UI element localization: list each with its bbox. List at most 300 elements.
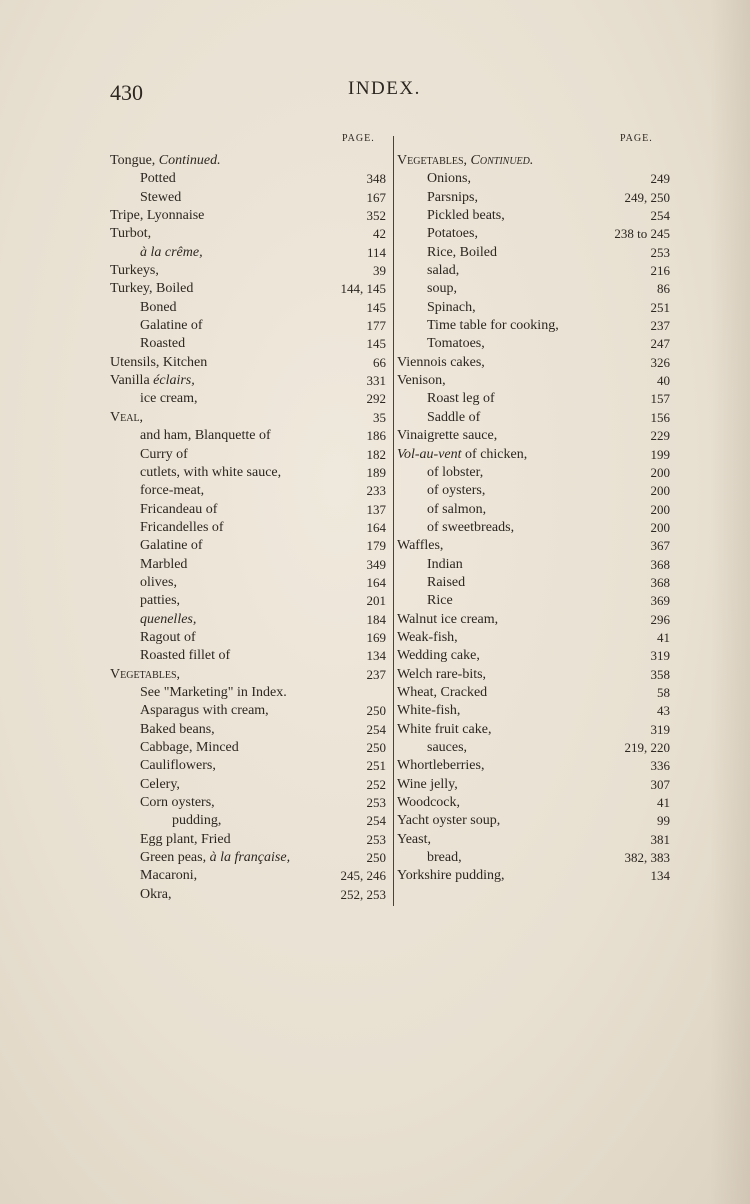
index-entry — [110, 684, 386, 702]
page-reference: 326 — [650, 354, 670, 370]
index-entry — [110, 299, 386, 317]
index-entry — [397, 207, 670, 225]
page-reference: 238 to 245 — [614, 226, 670, 242]
index-term — [397, 867, 504, 885]
page-reference: 233 — [366, 483, 386, 499]
page-reference: 40 — [657, 373, 670, 389]
page-reference: 184 — [366, 611, 386, 627]
index-term — [140, 867, 197, 885]
index-term — [427, 335, 485, 353]
index-entry — [110, 574, 386, 592]
term-text: Galatine of — [140, 538, 203, 554]
index-entry — [110, 721, 386, 739]
right-index-column — [397, 152, 670, 886]
page-reference: 250 — [366, 850, 386, 866]
page-reference: 250 — [366, 740, 386, 755]
term-text: Utensils, Kitchen — [110, 354, 208, 370]
page-reference: 41 — [657, 629, 670, 645]
term-text: Turkey, Boiled — [110, 281, 194, 297]
index-term — [140, 427, 271, 445]
page-reference: 99 — [657, 813, 670, 829]
index-term — [140, 776, 180, 794]
page-reference: 137 — [366, 501, 386, 517]
term-text: Wine jelly, — [397, 776, 458, 792]
index-term — [427, 849, 462, 867]
term-text: of lobster, — [427, 464, 484, 480]
index-term — [110, 280, 193, 298]
page-reference: 144, 145 — [340, 281, 386, 297]
page-reference: 58 — [657, 684, 670, 700]
term-text: Okra, — [140, 886, 172, 902]
index-term — [140, 886, 172, 904]
index-term — [427, 409, 480, 427]
term-text: Ragout of — [140, 629, 196, 645]
index-term — [140, 592, 180, 610]
index-term — [427, 262, 459, 280]
term-text: Whortleberries, — [397, 758, 485, 774]
index-entry — [110, 427, 386, 445]
index-entry — [397, 189, 670, 207]
term-text: Macaroni, — [140, 868, 198, 884]
page-reference: 169 — [366, 629, 386, 645]
term-text: Boned — [140, 299, 177, 315]
index-entry — [110, 244, 386, 262]
term-text: force-meat, — [140, 483, 205, 499]
index-term — [140, 244, 203, 262]
index-term — [397, 611, 498, 629]
term-text: Raised — [427, 574, 466, 590]
term-text: Potted — [140, 171, 176, 187]
index-entry — [397, 574, 670, 592]
index-term — [140, 335, 185, 353]
page-reference: 41 — [657, 795, 670, 811]
index-term — [427, 189, 478, 207]
term-text: Saddle of — [427, 409, 481, 425]
term-text: olives, — [140, 574, 177, 590]
term-text: Asparagus with cream, — [140, 703, 269, 719]
term-italic-text: à la crême, — [140, 244, 203, 260]
index-term — [172, 812, 221, 830]
index-entry — [397, 152, 670, 170]
page-reference: 39 — [373, 263, 386, 279]
term-text: Galatine of — [140, 318, 203, 334]
index-entry — [397, 372, 670, 390]
term-text: Celery, — [140, 776, 180, 792]
term-text: Cabbage, Minced — [140, 740, 239, 755]
index-entry — [397, 170, 670, 188]
index-term — [397, 446, 527, 464]
index-term — [397, 812, 500, 830]
term-text: Tripe, Lyonnaise — [110, 208, 205, 224]
page-reference: 367 — [650, 538, 670, 554]
index-entry — [110, 794, 386, 812]
page-reference: 252, 253 — [340, 886, 386, 902]
index-entry — [110, 702, 386, 720]
term-italic-text: Continued. — [158, 153, 221, 168]
term-text: Yeast, — [397, 831, 431, 847]
page-reference: 156 — [650, 409, 670, 425]
page-reference: 319 — [650, 721, 670, 737]
term-text: of salmon, — [427, 501, 487, 517]
term-text: of oysters, — [427, 483, 486, 499]
term-text: Spinach, — [427, 299, 476, 315]
term-text: patties, — [140, 593, 181, 609]
index-entry — [397, 390, 670, 408]
index-entry — [397, 446, 670, 464]
index-entry — [397, 794, 670, 812]
page-reference: 167 — [366, 189, 386, 205]
page-reference: 164 — [366, 574, 386, 590]
page-reference: 199 — [650, 446, 670, 462]
index-entry — [397, 647, 670, 665]
term-text: Waffles, — [397, 538, 444, 554]
page-reference: 114 — [366, 244, 386, 260]
term-italic-text: Vol-au-vent — [397, 446, 462, 462]
term-text: Woodcock, — [397, 795, 461, 811]
term-text: Vegetables, — [110, 666, 181, 682]
page-reference: 368 — [650, 574, 670, 590]
index-term — [427, 280, 457, 298]
page-title: INDEX. — [348, 78, 421, 99]
page-reference: 249 — [650, 171, 670, 187]
index-term — [140, 189, 181, 207]
index-entry — [397, 629, 670, 647]
page-reference: 245, 246 — [340, 868, 386, 884]
page-reference: 145 — [366, 336, 386, 352]
term-text-after: of chicken, — [461, 446, 528, 462]
page-reference: 381 — [650, 831, 670, 847]
index-entry — [397, 721, 670, 739]
term-text: Green peas, — [140, 850, 210, 866]
term-text: Turbot, — [110, 226, 152, 242]
index-entry — [110, 556, 386, 574]
term-text: Roast leg of — [427, 391, 495, 407]
page-reference: 336 — [650, 758, 670, 774]
term-text: Fricandelles of — [140, 519, 224, 535]
term-text: Curry of — [140, 446, 188, 462]
index-entry — [110, 464, 386, 482]
term-text: cutlets, with white sauce, — [140, 464, 282, 480]
index-term — [397, 757, 484, 775]
index-term — [397, 684, 487, 702]
page-reference: 253 — [650, 244, 670, 260]
index-term — [110, 372, 195, 390]
index-term — [140, 501, 217, 519]
index-entry — [110, 519, 386, 537]
left-index-column — [110, 152, 386, 904]
term-text: Roasted fillet of — [140, 648, 231, 664]
page-reference: 219, 220 — [624, 740, 670, 755]
term-text: Corn oysters, — [140, 795, 215, 811]
index-entry — [397, 427, 670, 445]
page-reference: 157 — [650, 391, 670, 407]
index-term — [140, 702, 269, 720]
index-entry — [397, 666, 670, 684]
term-text: ice cream, — [140, 391, 198, 407]
index-entry — [397, 280, 670, 298]
page-reference: 134 — [366, 648, 386, 664]
term-text: Walnut ice cream, — [397, 611, 499, 627]
index-entry — [397, 831, 670, 849]
term-text: Baked beans, — [140, 721, 215, 737]
index-entry — [397, 757, 670, 775]
index-term — [397, 372, 446, 390]
term-text: Tomatoes, — [427, 336, 485, 352]
page-reference: 216 — [650, 263, 670, 279]
index-entry — [110, 152, 386, 170]
index-term — [427, 501, 486, 519]
index-term — [140, 647, 230, 665]
index-entry — [110, 482, 386, 500]
index-term — [427, 299, 476, 317]
index-term — [427, 390, 495, 408]
term-italic-text: à la française, — [209, 850, 291, 866]
page-reference: 249, 250 — [624, 189, 670, 205]
index-term — [140, 170, 176, 188]
index-entry — [110, 537, 386, 555]
index-entry — [397, 464, 670, 482]
index-entry — [397, 354, 670, 372]
index-entry — [397, 684, 670, 702]
index-entry — [397, 225, 670, 243]
term-text: Yacht oyster soup, — [397, 813, 501, 829]
index-term — [427, 244, 497, 262]
term-text: Turkeys, — [110, 263, 159, 279]
index-entry — [397, 812, 670, 830]
index-term — [427, 317, 559, 335]
page-reference: 134 — [650, 868, 670, 884]
page-reference: 35 — [373, 409, 386, 425]
page-reference: 253 — [366, 795, 386, 811]
index-entry — [397, 519, 670, 537]
index-entry — [110, 886, 386, 904]
page-reference: 319 — [650, 648, 670, 664]
index-entry — [397, 592, 670, 610]
page-reference: 164 — [366, 519, 386, 535]
term-text: Parsnips, — [427, 189, 478, 205]
page-edge-shadow — [710, 0, 750, 1204]
term-text: Rice, Boiled — [427, 244, 497, 260]
page-reference: 200 — [650, 501, 670, 517]
index-entry — [110, 757, 386, 775]
index-term — [110, 152, 221, 170]
index-entry — [110, 739, 386, 757]
index-entry — [110, 409, 386, 427]
index-entry — [397, 244, 670, 262]
term-text: Potatoes, — [427, 226, 478, 242]
index-entry — [110, 372, 386, 390]
index-entry — [110, 849, 386, 867]
index-entry — [110, 207, 386, 225]
index-term — [397, 354, 485, 372]
index-term — [427, 482, 485, 500]
index-term — [110, 225, 151, 243]
page-reference: 229 — [650, 428, 670, 444]
page-reference: 237 — [366, 666, 386, 682]
term-text: Marbled — [140, 556, 188, 572]
index-entry — [110, 446, 386, 464]
index-entry — [110, 317, 386, 335]
term-text: Indian — [427, 556, 463, 572]
index-term — [140, 849, 290, 867]
index-term — [140, 519, 224, 537]
page-reference: 200 — [650, 519, 670, 535]
index-entry — [397, 501, 670, 519]
page-reference: 177 — [366, 318, 386, 334]
page-reference: 252 — [366, 776, 386, 792]
index-term — [140, 317, 203, 335]
page-reference: 369 — [650, 593, 670, 609]
index-term — [427, 464, 483, 482]
index-entry — [397, 776, 670, 794]
term-text: Veal, — [110, 409, 144, 425]
page-reference: 251 — [650, 299, 670, 315]
index-entry — [397, 849, 670, 867]
term-text: Egg plant, Fried — [140, 831, 231, 847]
index-term — [397, 427, 497, 445]
index-entry — [397, 317, 670, 335]
page-reference: 358 — [650, 666, 670, 682]
index-term — [140, 611, 196, 629]
left-column-page-heading: PAGE. — [342, 133, 375, 144]
page-reference: 86 — [657, 281, 670, 297]
term-italic-text: quenelles, — [140, 611, 197, 627]
term-text: Fricandeau of — [140, 501, 218, 517]
index-term — [397, 537, 443, 555]
page-number: 430 — [110, 80, 143, 105]
index-entry — [397, 556, 670, 574]
index-term — [427, 225, 478, 243]
index-term — [140, 739, 239, 757]
term-text: pudding, — [172, 813, 222, 829]
term-text: Time table for cooking, — [427, 318, 559, 334]
page-reference: 254 — [366, 721, 386, 737]
index-term — [140, 629, 196, 647]
page-reference: 352 — [366, 208, 386, 224]
index-term — [427, 556, 463, 574]
term-text: Vegetables, — [397, 153, 471, 168]
index-term — [140, 537, 203, 555]
index-entry — [110, 501, 386, 519]
index-entry — [110, 812, 386, 830]
index-term — [397, 702, 460, 720]
index-term — [397, 721, 491, 739]
term-text: and ham, Blanquette of — [140, 428, 271, 444]
page-reference: 43 — [657, 703, 670, 719]
index-entry — [110, 831, 386, 849]
page-reference: 186 — [366, 428, 386, 444]
index-term — [140, 721, 215, 739]
index-entry — [110, 225, 386, 243]
page-reference: 251 — [366, 758, 386, 774]
index-entry — [397, 867, 670, 885]
index-entry — [110, 629, 386, 647]
index-term — [397, 629, 458, 647]
index-entry — [397, 702, 670, 720]
index-entry — [110, 867, 386, 885]
index-term — [140, 299, 177, 317]
index-entry — [110, 262, 386, 280]
page-reference: 250 — [366, 703, 386, 719]
index-entry — [110, 592, 386, 610]
term-text: bread, — [427, 850, 462, 866]
index-term — [140, 831, 231, 849]
index-entry — [397, 299, 670, 317]
term-text: Viennois cakes, — [397, 354, 485, 370]
term-text: Stewed — [140, 189, 182, 205]
index-term — [140, 446, 188, 464]
index-entry — [110, 390, 386, 408]
index-term — [427, 519, 514, 537]
index-term — [397, 152, 533, 170]
index-entry — [110, 776, 386, 794]
term-text: White fruit cake, — [397, 721, 492, 737]
index-term — [140, 794, 215, 812]
term-text: Cauliflowers, — [140, 758, 216, 774]
term-text: Wheat, Cracked — [397, 684, 488, 700]
page-reference: 349 — [366, 556, 386, 572]
term-text: Welch rare-bits, — [397, 666, 487, 682]
term-text: Weak-fish, — [397, 629, 458, 645]
right-column-page-heading: PAGE. — [620, 133, 653, 144]
index-term — [110, 666, 180, 684]
term-text: salad, — [427, 263, 460, 279]
index-term — [140, 556, 187, 574]
index-term — [427, 170, 471, 188]
page-reference: 348 — [366, 171, 386, 187]
index-entry — [110, 280, 386, 298]
page-reference: 307 — [650, 776, 670, 792]
term-text: See "Marketing" in Index. — [140, 684, 287, 700]
index-term — [140, 757, 216, 775]
page-reference: 200 — [650, 464, 670, 480]
page-reference: 200 — [650, 483, 670, 499]
index-entry — [110, 611, 386, 629]
index-entry — [397, 611, 670, 629]
index-entry — [110, 666, 386, 684]
index-entry — [110, 170, 386, 188]
index-term — [397, 666, 486, 684]
index-entry — [110, 647, 386, 665]
index-entry — [110, 354, 386, 372]
term-text: Venison, — [397, 373, 446, 389]
term-text: Rice — [427, 593, 453, 609]
term-text: Roasted — [140, 336, 186, 352]
index-entry — [397, 739, 670, 757]
page-reference: 247 — [650, 336, 670, 352]
term-italic-text: Continued. — [470, 153, 534, 168]
index-entry — [397, 537, 670, 555]
term-text: Wedding cake, — [397, 648, 480, 664]
index-term — [110, 207, 204, 225]
page-reference: 254 — [366, 813, 386, 829]
index-entry — [110, 189, 386, 207]
term-text: Yorkshire pudding, — [397, 868, 505, 884]
index-term — [140, 390, 198, 408]
page-reference: 179 — [366, 538, 386, 554]
term-text: soup, — [427, 281, 457, 297]
index-entry — [110, 335, 386, 353]
term-text: Vanilla — [110, 373, 154, 389]
page-reference: 254 — [650, 208, 670, 224]
index-term — [427, 574, 465, 592]
index-term — [427, 207, 505, 225]
page-reference: 145 — [366, 299, 386, 315]
term-text: of sweetbreads, — [427, 519, 515, 535]
page-reference: 182 — [366, 446, 386, 462]
page-reference: 292 — [366, 391, 386, 407]
index-term — [110, 354, 207, 372]
